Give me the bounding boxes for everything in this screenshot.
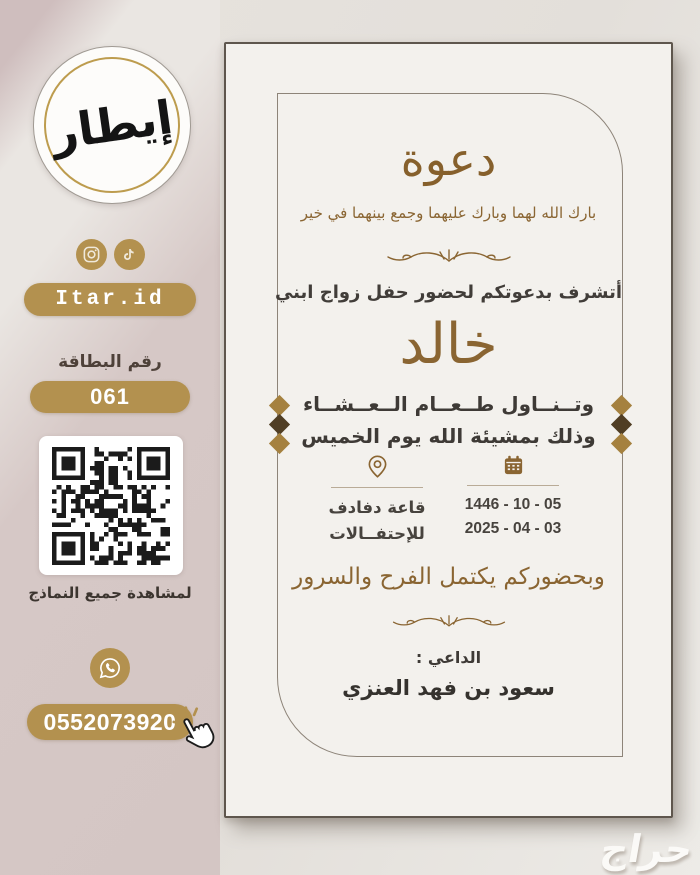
- dinner-line: وتــنــاول طــعــام الــعــشــاء: [302, 392, 595, 416]
- logo-calligraphy: إيطار: [48, 89, 176, 161]
- date-column: [448, 454, 578, 541]
- divider: [331, 487, 423, 488]
- brand-handle-button[interactable]: Itar.id: [24, 283, 196, 316]
- day-line: وذلك بمشيئة الله يوم الخميس: [301, 424, 596, 448]
- invitation-title-calligraphy: دعوة: [400, 132, 497, 186]
- venue-name: قاعة دفادف: [328, 498, 426, 517]
- venue-name-2: للإحتفــالات: [329, 524, 425, 543]
- whatsapp-icon[interactable]: [90, 648, 130, 688]
- phone-number-button[interactable]: 0552073920: [27, 704, 193, 740]
- qr-caption: لمشاهدة جميع النماذج: [28, 584, 192, 602]
- inviter-label: الداعي :: [415, 648, 482, 667]
- flourish-divider-icon: [226, 248, 671, 270]
- inviter-name: سعود بن فهد العنزي: [342, 676, 555, 700]
- venue-column: [312, 454, 442, 547]
- groom-name-calligraphy: خالد: [399, 312, 498, 377]
- closing-calligraphy: وبحضوركم يكتمل الفرح والسرور: [292, 564, 605, 590]
- invitation-card: [224, 42, 673, 818]
- location-pin-icon: [365, 454, 390, 479]
- qr-code[interactable]: [39, 436, 183, 575]
- card-number-badge: 061: [30, 381, 190, 413]
- calendar-icon: [502, 454, 525, 477]
- social-icons-row: [0, 239, 220, 270]
- intro-line: أتشرف بدعوتكم لحضور حفل زواج ابني: [274, 282, 623, 303]
- blessing-calligraphy: بارك الله لهما وبارك عليهما وجمع بينهما في خير: [300, 204, 597, 222]
- instagram-icon[interactable]: [76, 239, 107, 270]
- hijri-date: 1446 - 10 - 05: [464, 496, 562, 513]
- flourish-divider-icon: [226, 614, 671, 634]
- divider: [467, 485, 559, 486]
- card-number-label: رقم البطاقة: [58, 352, 162, 372]
- gregorian-date: 2025 - 04 - 03: [464, 520, 562, 537]
- haraj-watermark: حراج: [596, 827, 696, 871]
- sidebar: [0, 0, 220, 875]
- tiktok-icon[interactable]: [114, 239, 145, 270]
- brand-logo: [33, 46, 191, 204]
